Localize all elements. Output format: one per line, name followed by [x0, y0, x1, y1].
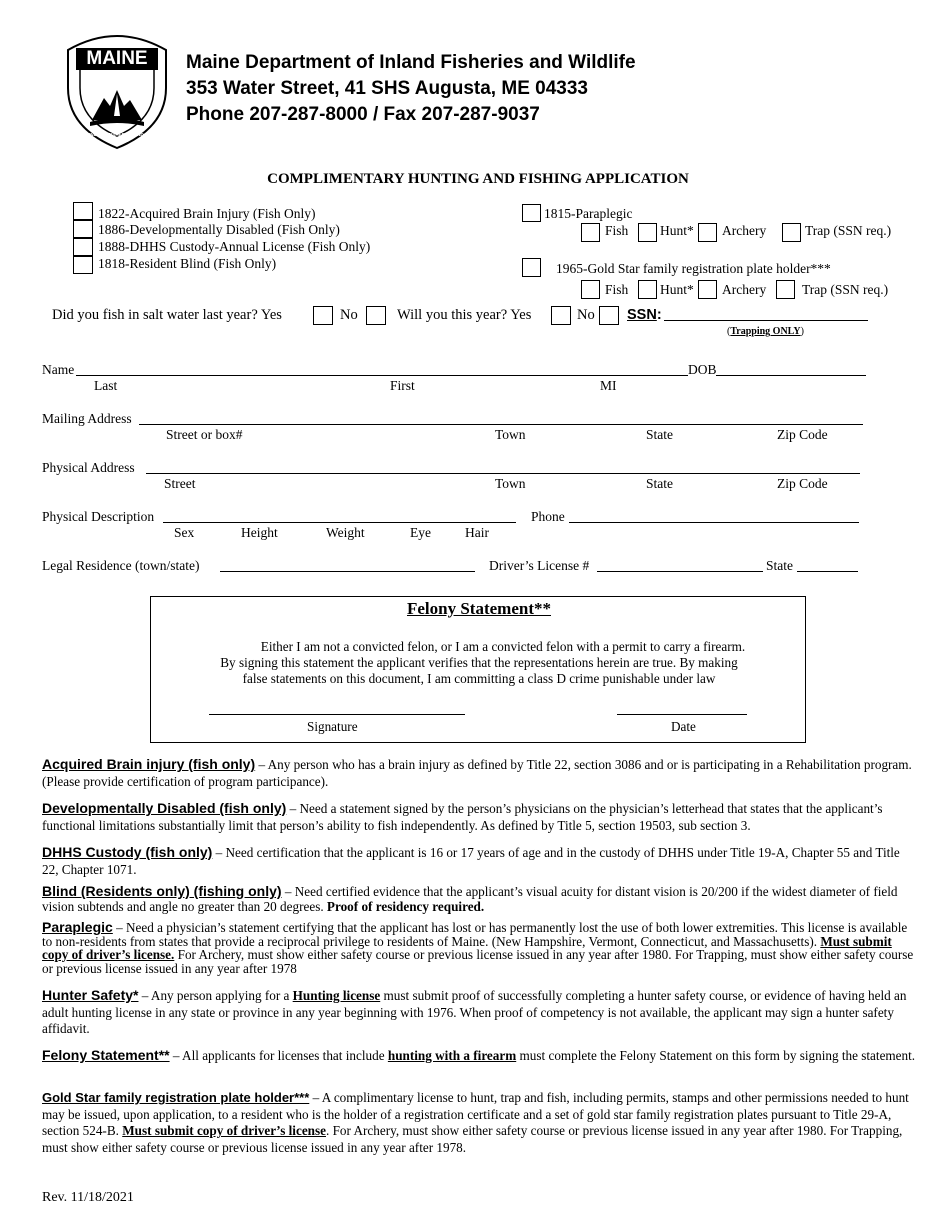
def-dd-title: Developmentally Disabled (fish only) [42, 800, 287, 816]
def-fs-bold: hunting with a firearm [387, 1048, 517, 1063]
def-acquired-brain-injury [42, 756, 918, 790]
sub-hunt-label-2: Hunt* [660, 282, 694, 297]
def-developmentally-disabled [42, 800, 918, 834]
name-sub-first: First [390, 378, 415, 393]
ssn-colon: : [656, 307, 662, 323]
def-felony-statement [42, 1047, 918, 1065]
def-para-bold: Must submit copy of driver’s license. [42, 933, 892, 962]
def-para-title: Paraplegic [42, 919, 113, 935]
mailing-address-input[interactable] [139, 424, 863, 425]
def-blind-text: – Need certified evidence that the applicant’s visual acuity for distant vision is 20/200 if the widest diameter of field vision subtends and angle no greater than 20 degrees. [42, 884, 898, 914]
sub-trap-label-2: Trap (SSN req.) [802, 282, 889, 297]
saltwater-no-label-2: No [577, 307, 595, 323]
option-1888-label: 1888-DHHS Custody-Annual License (Fish Only) [98, 239, 371, 254]
def-gs-title: Gold Star family registration plate holder*** [42, 1090, 310, 1105]
def-paraplegic [42, 921, 918, 975]
sub-archery-label: Archery [722, 223, 767, 238]
def-gs-bold: Must submit copy of driver’s license [122, 1123, 326, 1138]
def-gs-text1: – A complimentary license to hunt, trap and fish, including permits, stamps and other permissions needed to hunt may be issued, upon application, to a resident who is the holder of a registration certificate and a set of gold star family registration plates pursuant to Title 29-A, section 524-B. [42, 1090, 909, 1138]
signature-input[interactable] [209, 714, 465, 715]
physical-address-input[interactable] [146, 473, 860, 474]
sub-archery-label-2: Archery [722, 282, 767, 297]
option-1822-label: 1822-Acquired Brain Injury (Fish Only) [98, 206, 316, 221]
physical-description-label: Physical Description [42, 509, 155, 524]
form-title: COMPLIMENTARY HUNTING AND FISHING APPLICATION [267, 171, 689, 187]
option-1886-label: 1886-Developmentally Disabled (Fish Only) [98, 222, 340, 237]
checkbox-last-year-no[interactable] [366, 306, 386, 325]
physical-sub-town: Town [495, 476, 526, 491]
def-dhhs-title: DHHS Custody (fish only) [42, 844, 213, 860]
physical-sub-street: Street [164, 476, 196, 491]
checkbox-1965-archery[interactable] [698, 280, 717, 299]
desc-sub-hair: Hair [465, 525, 489, 540]
def-gold-star [42, 1090, 918, 1156]
sub-fish-label-2: Fish [605, 282, 629, 297]
checkbox-1815-trap[interactable] [782, 223, 801, 242]
option-1815-label: 1815-Paraplegic [544, 206, 633, 221]
desc-sub-height: Height [241, 525, 278, 540]
checkbox-1815-paraplegic[interactable] [522, 204, 541, 222]
checkbox-1965-hunt[interactable] [638, 280, 657, 299]
option-1965-label: 1965-Gold Star family registration plate holder*** [556, 261, 831, 276]
dob-label: DOB [688, 362, 717, 377]
checkbox-1815-archery[interactable] [698, 223, 717, 242]
drivers-license-label: Driver’s License # [489, 558, 590, 573]
desc-sub-weight: Weight [326, 525, 365, 540]
checkbox-1818[interactable] [73, 256, 93, 274]
ssn-input[interactable] [664, 320, 868, 321]
checkbox-1815-hunt[interactable] [638, 223, 657, 242]
saltwater-no-label-1: No [340, 307, 358, 323]
logo-text: MAINE [86, 48, 148, 69]
def-gs-text2: . For Archery, must show either safety course or previous license issued in any year after 1980. For Trapping, must show either safety course or previous license issued in any year after 1978. [42, 1123, 903, 1155]
checkbox-this-year-yes[interactable] [551, 306, 571, 325]
drivers-license-input[interactable] [597, 571, 763, 572]
signature-label: Signature [307, 719, 358, 734]
def-blind [42, 884, 918, 914]
checkbox-last-year-yes[interactable] [313, 306, 333, 325]
name-input[interactable] [76, 375, 688, 376]
dob-input[interactable] [716, 375, 866, 376]
physical-sub-state: State [646, 476, 673, 491]
ssn-label-wrap [627, 307, 662, 323]
mailing-sub-town: Town [495, 427, 526, 442]
checkbox-1965-gold-star[interactable] [522, 258, 541, 277]
agency-phone-fax: Phone 207-287-8000 / Fax 207-287-9037 [186, 104, 540, 125]
def-hunter-safety [42, 987, 918, 1038]
def-fs-text2: must complete the Felony Statement on this form by signing the statement. [516, 1048, 916, 1063]
def-fs-title: Felony Statement** [42, 1047, 170, 1063]
phone-label: Phone [531, 509, 565, 524]
felony-box-title: Felony Statement** [406, 599, 551, 618]
desc-sub-sex: Sex [174, 525, 195, 540]
sub-fish-label: Fish [605, 223, 629, 238]
def-para-text1: – Need a physician’s statement certifying that the applicant has lost or has permanently lost the use of both lower extremities. This license is available to non-residents from states that provide a reciprocal privilege to residents of Maine. (New Hampshire, Vermont, Connecticut, and Massachusetts). [42, 920, 908, 949]
checkbox-1815-fish[interactable] [581, 223, 600, 242]
logo-ring-text: DEPT. OF INLAND FISHERIES AND WILDLIFE [66, 132, 168, 137]
def-abi-text: – Any person who has a brain injury as defined by Title 22, section 3086 and or is participating in a Rehabilitation program. (Please provide certification of program participance). [42, 757, 912, 789]
sub-hunt-label: Hunt* [660, 223, 694, 238]
def-para-text2: For Archery, must show either safety course or previous license issued in any year after 1980. For Trapping, must show either safety course or previous license issued in any year after 1978 [42, 947, 914, 976]
felony-box-line2: By signing this statement the applicant verifies that the representations herein are true. By making [220, 655, 738, 670]
checkbox-1886[interactable] [73, 220, 93, 238]
checkbox-1888[interactable] [73, 238, 93, 256]
physical-address-label: Physical Address [42, 460, 135, 475]
sub-trap-label: Trap (SSN req.) [805, 223, 892, 238]
ssn-note-close: ) [800, 326, 804, 337]
option-1818-label: 1818-Resident Blind (Fish Only) [98, 256, 277, 271]
checkbox-this-year-no[interactable] [599, 306, 619, 325]
def-hs-text1: – Any person applying for a [138, 988, 293, 1003]
checkbox-1822[interactable] [73, 202, 93, 220]
name-label: Name [42, 362, 75, 377]
desc-sub-eye: Eye [410, 525, 431, 540]
phone-input[interactable] [569, 522, 859, 523]
checkbox-1965-fish[interactable] [581, 280, 600, 299]
dl-state-input[interactable] [797, 571, 858, 572]
ssn-note-wrap [727, 326, 804, 337]
def-dhhs-custody [42, 844, 918, 878]
ssn-note-open: ( [727, 326, 731, 337]
felony-box-line3: false statements on this document, I am committing a class D crime punishable under law [242, 671, 716, 686]
def-blind-title: Blind (Residents only) (fishing only) [42, 883, 282, 899]
revision-date: Rev. 11/18/2021 [42, 1190, 134, 1205]
def-fs-text1: – All applicants for licenses that include [169, 1048, 388, 1063]
dl-state-label: State [766, 558, 793, 573]
checkbox-1965-trap[interactable] [776, 280, 795, 299]
physical-description-input[interactable] [163, 522, 516, 523]
mailing-sub-state: State [646, 427, 673, 442]
def-dhhs-text: – Need certification that the applicant is 16 or 17 years of age and in the custody of DHHS under Title 19-A, Chapter 55 and Title 22, Chapter 1071. [42, 845, 900, 877]
mailing-sub-zip: Zip Code [777, 427, 828, 442]
maine-ifw-logo [62, 28, 172, 150]
def-hs-text2: must submit proof of successfully completing a hunter safety course, or evidence of having held an adult hunting license in any state or province in any year beginning with 1976. When proof of competency is not available, the applicant may sign a hunter safety affidavit. [42, 988, 907, 1036]
saltwater-question-this-year: Will you this year? Yes [397, 307, 532, 323]
mailing-address-label: Mailing Address [42, 411, 132, 426]
ssn-label: SSN [627, 307, 657, 323]
felony-box-line1: Either I am not a convicted felon, or I am a convicted felon with a permit to carry a firearm. [260, 639, 746, 654]
agency-address: 353 Water Street, 41 SHS Augusta, ME 04333 [186, 78, 588, 99]
physical-sub-zip: Zip Code [777, 476, 828, 491]
def-abi-title: Acquired Brain injury (fish only) [42, 756, 256, 772]
def-hs-title: Hunter Safety* [42, 987, 139, 1003]
legal-residence-input[interactable] [220, 571, 475, 572]
ssn-note: Trapping ONLY [730, 326, 801, 337]
felony-statement-box [150, 596, 806, 743]
date-label: Date [671, 719, 696, 734]
def-hs-bold: Hunting license [292, 988, 381, 1003]
name-sub-mi: MI [600, 378, 617, 393]
mailing-sub-street: Street or box# [166, 427, 243, 442]
def-dd-text: – Need a statement signed by the person’s physicians on the physician’s letterhead that states that the applicant’s functional limitations substantially limit that person’s ability to fish independently. As defined by Title 5, section 19503, sub section 3. [42, 801, 883, 833]
def-blind-bold: Proof of residency required. [326, 899, 485, 914]
legal-residence-label: Legal Residence (town/state) [42, 558, 200, 573]
date-input[interactable] [617, 714, 747, 715]
name-sub-last: Last [94, 378, 118, 393]
agency-name: Maine Department of Inland Fisheries and Wildlife [186, 52, 636, 73]
saltwater-question-last-year: Did you fish in salt water last year? Yes [52, 307, 282, 323]
